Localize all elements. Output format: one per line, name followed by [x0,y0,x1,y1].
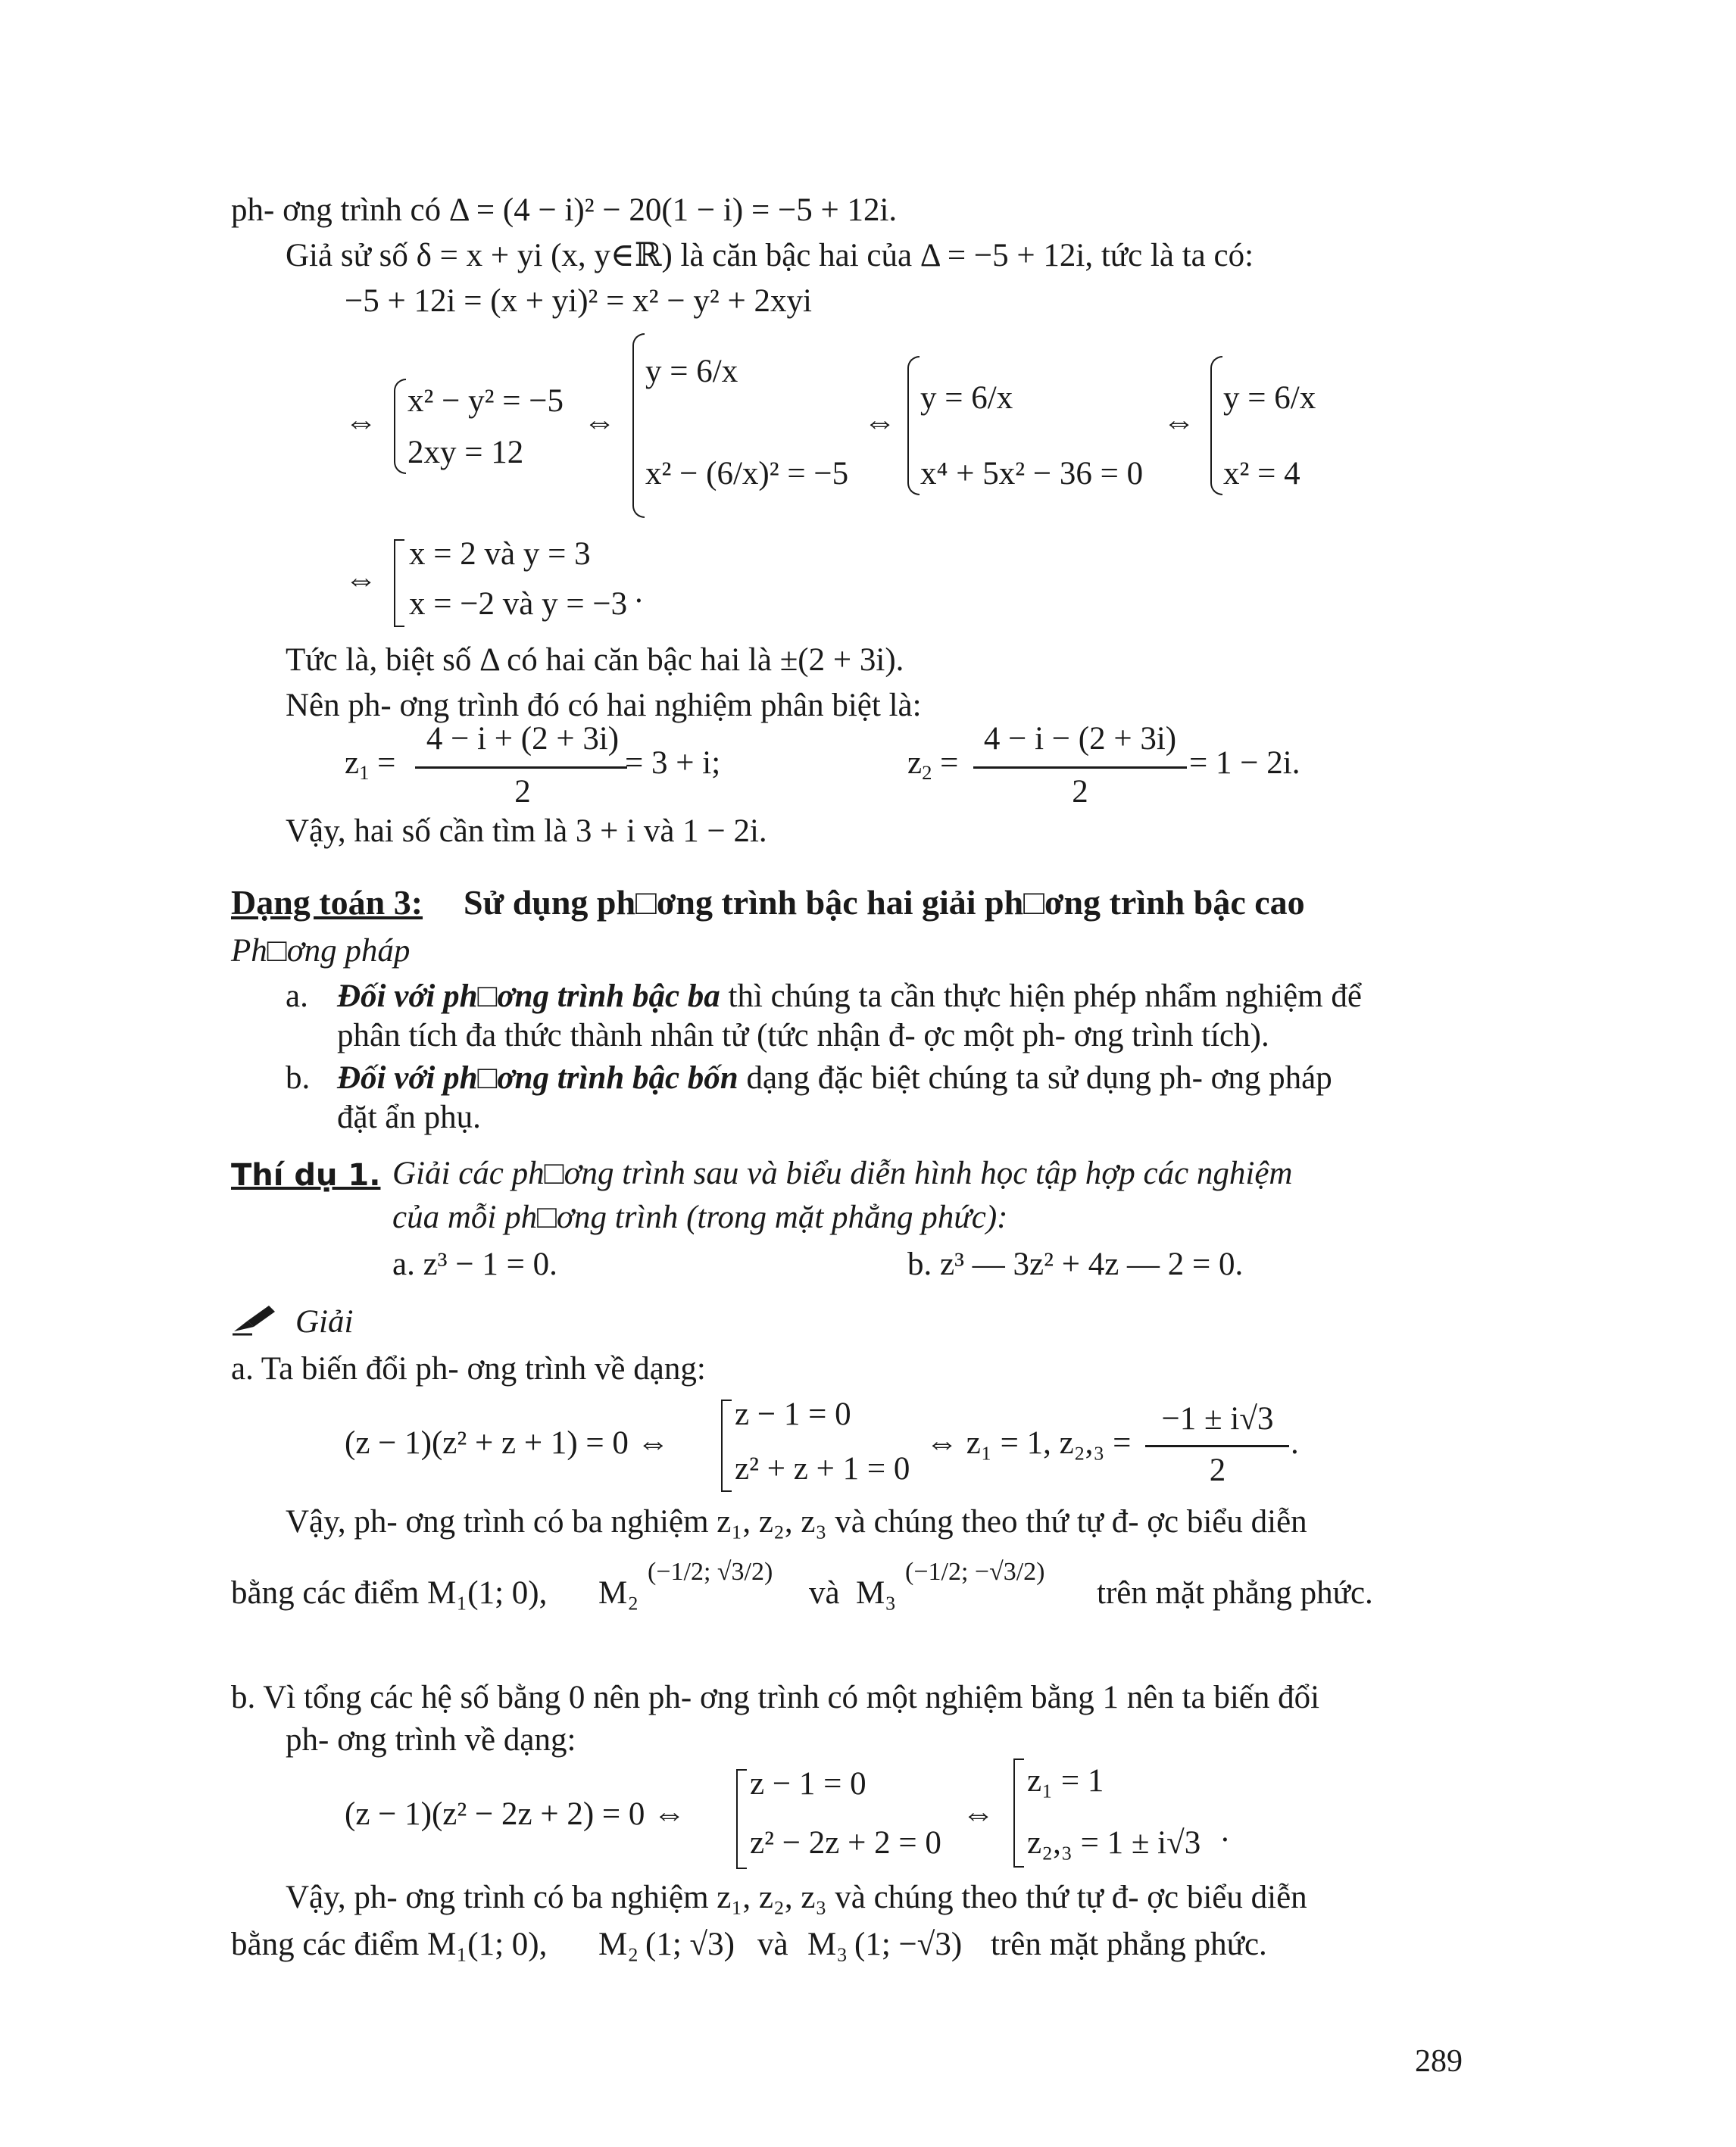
equivalence-arrow: ⇔ [962,1796,994,1832]
after-line-3: Vậy, hai số cần tìm là 3 + i và 1 − 2i. [286,813,767,849]
square-bracket [736,1769,747,1869]
system-2-eq-a: y = 6/x [645,354,738,389]
method-item-a-bold: Đối với ph□ơng trình bậc ba [337,978,720,1014]
result-a: x = 2 và y = 3 [409,536,591,572]
method-item-b-text: dạng đặc biệt chúng ta sử dụng ph- ơng pháp [738,1060,1332,1096]
solution-heading: Giải [295,1304,354,1340]
solution-b-line-1: b. Vì tổng các hệ số bằng 0 nên ph- ơng trình có một nghiệm bằng 1 nên ta biến đổi [231,1680,1320,1715]
method-item-a-cont: phân tích đa thức thành nhân tử (tức nhận đ- ợc một ph- ơng trình tích). [337,1018,1269,1053]
example-eq-a: a. z³ − 1 = 0. [392,1247,557,1282]
list-marker: a. [286,978,308,1014]
after-line-2: Nên ph- ơng trình đó có hai nghiệm phân biệt là: [286,688,922,723]
solution-b-concl-pre: bằng các điểm M₁(1; 0), [231,1927,548,1962]
pen-icon [231,1301,278,1336]
solution-a-eq-left: (z − 1)(z² + z + 1) = 0 ⇔ [345,1425,670,1461]
solution-b-sys-1: z − 1 = 0 [750,1766,866,1802]
fraction-bar [1145,1445,1289,1447]
z2-result: = 1 − 2i. [1189,745,1300,781]
and-text: và [809,1575,840,1611]
z1-result: = 3 + i; [625,745,721,781]
square-bracket [1013,1758,1024,1868]
solution-a-conclusion-1: Vậy, ph- ơng trình có ba nghiệm z₁, z₂, z₃ và chúng theo thứ tự đ- ợc biểu diễn [286,1504,1307,1540]
fraction-bar [973,766,1187,769]
section-label: Dạng toán 3: [231,883,423,922]
solution-b-root-2: z₂,₃ = 1 ± i√3 [1027,1825,1201,1861]
z1-numerator: 4 − i + (2 + 3i) [426,721,620,757]
and-text: và [757,1927,788,1962]
method-item-b-cont: đặt ẩn phụ. [337,1100,481,1135]
period: . [1291,1425,1299,1461]
list-marker: b. [286,1060,311,1096]
solution-b-eq-left: (z − 1)(z² − 2z + 2) = 0 ⇔ [345,1796,686,1832]
example-eq-b: b. z³ — 3z² + 4z — 2 = 0. [907,1247,1244,1282]
example-line-2: của mỗi ph□ơng trình (trong mặt phẳng phức): [392,1200,1008,1235]
point-m3-value: (1; −√3) [854,1927,963,1962]
solution-b-concl-post: trên mặt phẳng phức. [991,1927,1267,1962]
intro-line-1: ph- ơng trình có Δ = (4 − i)² − 20(1 − i) = −5 + 12i. [231,192,898,228]
point-m2-label: M₂ [598,1575,639,1611]
method-item-b [337,1059,1332,1098]
example-label: Thí dụ 1. [231,1158,381,1193]
period: . [1221,1813,1229,1849]
left-brace [1210,356,1222,495]
equivalence-arrow: ⇔ [583,404,616,440]
system-4-eq-a: y = 6/x [1223,380,1316,416]
method-heading: Ph□ơng pháp [231,933,411,969]
point-m3-value: (−1/2; −√3/2) [905,1558,1045,1586]
solution-b-line-2: ph- ơng trình về dạng: [286,1722,576,1758]
example-line-1: Giải các ph□ơng trình sau và biểu diễn hình học tập hợp các nghiệm [392,1156,1293,1191]
system-3-eq-a: y = 6/x [920,380,1013,416]
system-2-eq-b: x² − (6/x)² = −5 [645,456,849,492]
system-1-eq-b: 2xy = 12 [407,435,524,470]
system-4-eq-b: x² = 4 [1223,456,1300,492]
left-brace [907,356,920,495]
left-brace [632,333,645,518]
solution-a-sys-2: z² + z + 1 = 0 [735,1451,910,1487]
square-bracket [721,1400,732,1492]
solution-b-sys-2: z² − 2z + 2 = 0 [750,1825,941,1861]
method-item-a [337,977,1362,1016]
solution-b-conclusion-1: Vậy, ph- ơng trình có ba nghiệm z₁, z₂, z₃ và chúng theo thứ tự đ- ợc biểu diễn [286,1880,1307,1915]
after-line-1: Tức là, biệt số Δ có hai căn bậc hai là ±(2 + 3i). [286,642,904,678]
solution-b-root-1: z₁ = 1 [1027,1763,1104,1799]
point-m2-value: (−1/2; √3/2) [648,1558,773,1586]
equivalence-arrow: ⇔ [1163,404,1195,440]
equivalence-arrow: ⇔ [345,562,377,598]
point-m3-label: M₃ [807,1927,848,1962]
method-item-a-text: thì chúng ta cần thực hiện phép nhẩm nghiệm để [720,978,1363,1014]
fraction-bar [415,766,627,769]
solution-a-frac-num: −1 ± i√3 [1161,1401,1274,1437]
intro-line-2: Giả sử số δ = x + yi (x, y∈ℝ) là căn bậc hai của Δ = −5 + 12i, tức là ta có: [286,238,1254,273]
solution-a-roots: ⇔ z₁ = 1, z₂,₃ = [926,1425,1132,1461]
equivalence-arrow: ⇔ [345,404,377,440]
z1-label: $z_1$ = [345,745,396,784]
system-1-eq-a: x² − y² = −5 [407,383,564,419]
method-item-b-bold: Đối với ph□ơng trình bậc bốn [337,1060,738,1096]
point-m2-value: (1; √3) [645,1927,735,1962]
z1-denominator: 2 [514,774,531,810]
z2-label: $z_2$ = [907,745,959,784]
z2-numerator: 4 − i − (2 + 3i) [983,721,1177,757]
period: . [635,574,643,610]
solution-a-line-1: a. Ta biến đổi ph- ơng trình về dạng: [231,1351,706,1387]
solution-a-concl-pre: bằng các điểm M₁(1; 0), [231,1575,548,1611]
page-number: 289 [1415,2044,1463,2079]
square-bracket [394,539,404,627]
point-m3-label: M₃ [856,1575,897,1611]
system-3-eq-b: x⁴ + 5x² − 36 = 0 [920,456,1144,492]
intro-line-3: −5 + 12i = (x + yi)² = x² − y² + 2xyi [345,283,812,319]
equivalence-arrow: ⇔ [863,404,896,440]
solution-a-frac-den: 2 [1209,1453,1226,1488]
solution-a-concl-post: trên mặt phẳng phức. [1097,1575,1373,1611]
section-title: Sử dụng ph□ơng trình bậc hai giải ph□ơng trình bậc cao [464,883,1305,922]
point-m2-label: M₂ [598,1927,639,1962]
left-brace [394,379,406,474]
result-b: x = −2 và y = −3 [409,586,628,622]
z2-denominator: 2 [1072,774,1088,810]
solution-a-sys-1: z − 1 = 0 [735,1396,851,1432]
